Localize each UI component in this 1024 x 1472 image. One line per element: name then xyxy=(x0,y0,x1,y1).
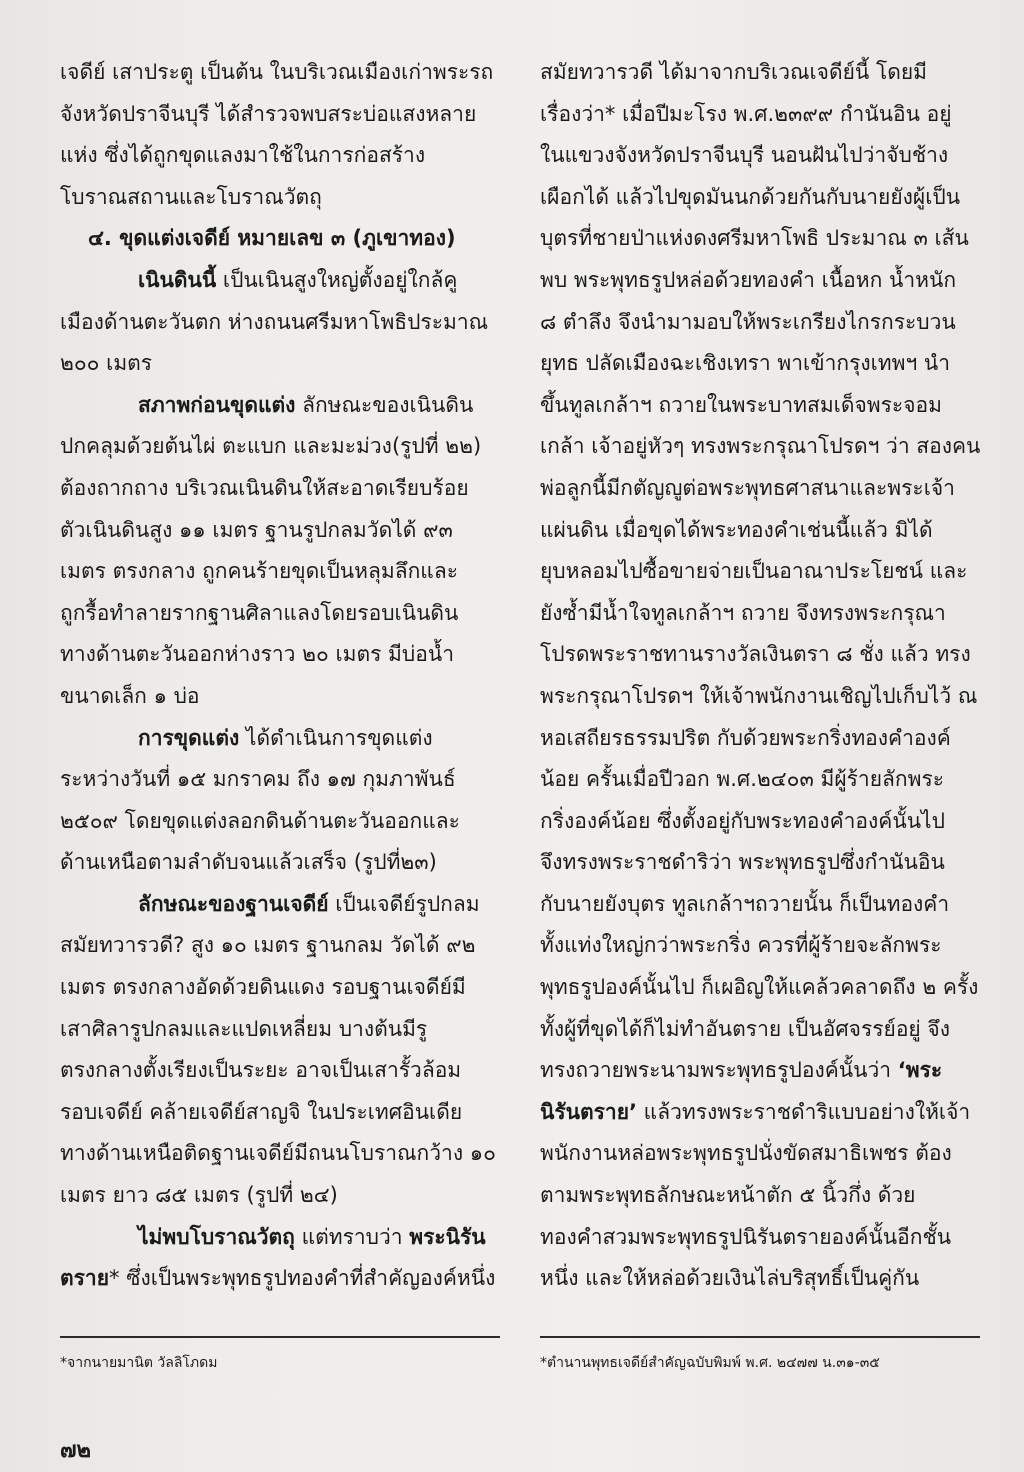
text-line: เมืองด้านตะวันตก ห่างถนนศรีมหาโพธิประมาณ xyxy=(60,309,489,334)
run-in-heading: ไม่พบโบราณวัตถุ xyxy=(138,1224,295,1249)
run-in-heading: ลักษณะของฐานเจดีย์ xyxy=(138,891,329,916)
text-line: ขึ้นทูลเกล้าฯ ถวายในพระบาทสมเด็จพระจอม xyxy=(540,392,942,417)
text-line: ถูกรื้อทำลายรากฐานศิลาแลงโดยรอบเนินดิน xyxy=(60,600,459,625)
text-line: สมัยทวารวดี ได้มาจากบริเวณเจดีย์นี้ โดยมี xyxy=(540,60,928,84)
section-heading: ๔. ขุดแต่งเจดีย์ หมายเลข ๓ (ภูเขาทอง) xyxy=(88,226,456,251)
emphasis-text: ‘พระ xyxy=(897,1058,943,1083)
run-in-heading: สภาพก่อนขุดแต่ง xyxy=(138,392,296,417)
text-line: หอเสถียรธรรมปริต กับด้วยพระกริ่งทองคำองค์ xyxy=(540,725,951,750)
text-line: เกล้า เจ้าอยู่หัวๆ ทรงพระกรุณาโปรดฯ ว่า สองคน xyxy=(540,434,981,459)
emphasis-text: ตราย xyxy=(60,1266,110,1291)
text-run: ลักษณะของเนินดิน xyxy=(295,392,474,417)
text-line: ด้านเหนือตามลำดับจนแล้วเสร็จ (รูปที่๒๓) xyxy=(60,850,437,875)
text-line: บุตรที่ชายป่าแห่งดงศรีมหาโพธิ ประมาณ ๓ เส้น xyxy=(540,226,969,251)
text-line xyxy=(60,1258,505,1300)
text-line: ทองคำสวมพระพุทธรูปนิรันตรายองค์นั้นอีกชั้น xyxy=(540,1224,952,1249)
emphasis-text: พระนิรัน xyxy=(409,1224,486,1249)
footnote: *ตำนานพุทธเจดีย์สำคัญฉบับพิมพ์ พ.ศ. ๒๔๗๗ น.๓๑-๓๕ xyxy=(540,1355,880,1371)
text-run: ทรงถวายพระนามพระพุทธรูปองค์นั้นว่า xyxy=(540,1058,898,1083)
page-number: ๗๒ xyxy=(60,1438,92,1463)
footnote: *จากนายมานิต วัลลิโภดม xyxy=(60,1355,218,1371)
text-run: เป็นเจดีย์รูปกลม xyxy=(328,891,480,916)
text-line: พุทธรูปองค์นั้นไป ก็เผอิญให้แคล้วคลาดถึง ๒ ครั้ง xyxy=(540,975,979,1000)
text-line: ต้องถากถาง บริเวณเนินดินให้สะอาดเรียบร้อย xyxy=(60,475,469,500)
text-line: ทางด้านตะวันออกห่างราว ๒๐ เมตร มีบ่อน้ำ xyxy=(60,642,454,667)
text-line: ยุทธ ปลัดเมืองฉะเชิงเทรา พาเข้ากรุงเทพฯ นำ xyxy=(540,351,951,376)
text-line: เมตร ตรงกลาง ถูกคนร้ายขุดเป็นหลุมลึกและ xyxy=(60,559,458,584)
text-line: จังหวัดปราจีนบุรี ได้สำรวจพบสระบ่อแสงหลาย xyxy=(60,101,477,126)
footnote-divider xyxy=(540,1336,980,1338)
text-line: ตามพระพุทธลักษณะหน้าตัก ๕ นิ้วกึ่ง ด้วย xyxy=(540,1183,916,1208)
text-line: ทั้งผู้ที่ขุดได้ก็ไม่ทำอันตราย เป็นอัศจรรย์อยู่ จึง xyxy=(540,1016,950,1041)
text-line: เมตร ตรงกลางอัดด้วยดินแดง รอบฐานเจดีย์มี xyxy=(60,975,466,1000)
text-line: ปกคลุมด้วยต้นไผ่ ตะแบก และมะม่วง(รูปที่ ๒๒) xyxy=(60,434,482,459)
text-line: ๒๐๐ เมตร xyxy=(60,351,153,376)
text-line: กริ่งองค์น้อย ซึ่งตั้งอยู่กับพระทองคำองค์นั้นไป xyxy=(540,808,945,833)
text-line xyxy=(540,1092,980,1134)
text-line: แผ่นดิน เมื่อขุดได้พระทองคำเช่นนี้แล้ว มิได้ xyxy=(540,517,933,542)
text-line: ๒๕๐๙ โดยขุดแต่งลอกดินด้านตะวันออกและ xyxy=(60,808,460,833)
text-line: รอบเจดีย์ คล้ายเจดีย์สาญจิ ในประเทศอินเดีย xyxy=(60,1099,463,1124)
right-column xyxy=(540,52,980,1300)
text-run: เป็นเนินสูงใหญ่ตั้งอยู่ใกล้คู xyxy=(216,267,458,292)
emphasis-text: นิรันตราย’ xyxy=(540,1099,637,1124)
paragraph-first-line xyxy=(60,884,505,926)
text-line: ทั้งแท่งใหญ่กว่าพระกริ่ง ควรที่ผู้ร้ายจะลักพระ xyxy=(540,933,942,958)
text-line: จึงทรงพระราชดำริว่า พระพุทธรูปซึ่งกำนันอิน xyxy=(540,850,945,875)
text-run: แต่ทราบว่า xyxy=(294,1224,410,1249)
text-line: หนึ่ง และให้หล่อด้วยเงินไล่บริสุทธิ์เป็นคู่กัน xyxy=(540,1266,920,1291)
text-line xyxy=(540,1050,980,1092)
text-line: ทางด้านเหนือติดฐานเจดีย์มีถนนโบราณกว้าง ๑๐ xyxy=(60,1141,496,1166)
text-run: * ซึ่งเป็นพระพุทธรูปทองคำที่สำคัญองค์หนึ่ง xyxy=(109,1266,496,1291)
text-line: เจดีย์ เสาประตู เป็นต้น ในบริเวณเมืองเก่าพระรถ xyxy=(60,60,494,84)
paragraph-first-line xyxy=(60,718,505,760)
text-line: สมัยทวารวดี? สูง ๑๐ เมตร ฐานกลม วัดได้ ๙๒ xyxy=(60,933,476,958)
text-line: เสาศิลารูปกลมและแปดเหลี่ยม บางต้นมีรู xyxy=(60,1016,428,1041)
text-line: ระหว่างวันที่ ๑๕ มกราคม ถึง ๑๗ กุมภาพันธ์ xyxy=(60,767,456,792)
text-line: พ่อลูกนี้มีกตัญญูต่อพระพุทธศาสนาและพระเจ้า xyxy=(540,475,955,500)
text-line: น้อย ครั้นเมื่อปีวอก พ.ศ.๒๔๐๓ มีผู้ร้ายลักพระ xyxy=(540,767,945,792)
text-line: โบราณสถานและโบราณวัตถุ xyxy=(60,184,322,209)
text-line: กับนายยังบุตร ทูลเกล้าฯถวายนั้น ก็เป็นทองคำ xyxy=(540,891,950,916)
text-line: ขนาดเล็ก ๑ บ่อ xyxy=(60,683,200,708)
text-run: ได้ดำเนินการขุดแต่ง xyxy=(239,725,433,750)
run-in-heading: เนินดินนี้ xyxy=(138,267,217,292)
paragraph-first-line xyxy=(60,385,505,427)
left-column xyxy=(60,52,505,1300)
text-line: ในแขวงจังหวัดปราจีนบุรี นอนฝันไปว่าจับช้าง xyxy=(540,143,949,168)
text-line: แห่ง ซึ่งได้ถูกขุดแลงมาใช้ในการก่อสร้าง xyxy=(60,143,426,168)
text-line: ตรงกลางตั้งเรียงเป็นระยะ อาจเป็นเสารั้วล้อม xyxy=(60,1058,462,1083)
text-line: เรื่องว่า* เมื่อปีมะโรง พ.ศ.๒๓๙๙ กำนันอิน อยู่ xyxy=(540,101,952,126)
text-line: เผือกได้ แล้วไปขุดมันนกด้วยกันกับนายยังผู้เป็น xyxy=(540,184,961,209)
text-line: ยังซ้ำมีน้ำใจทูลเกล้าฯ ถวาย จึงทรงพระกรุณา xyxy=(540,600,946,625)
paragraph-first-line xyxy=(60,260,505,302)
text-line: พนักงานหล่อพระพุทธรูปนั่งขัดสมาธิเพชร ต้อง xyxy=(540,1141,952,1166)
text-line: เมตร ยาว ๘๕ เมตร (รูปที่ ๒๔) xyxy=(60,1183,338,1208)
text-line: พบ พระพุทธรูปหล่อด้วยทองคำ เนื้อหก น้ำหนัก xyxy=(540,267,957,292)
text-line: ยุบหลอมไปซื้อขายจ่ายเป็นอาณาประโยชน์ และ xyxy=(540,559,968,584)
text-line: ๘ ตำลึง จึงนำมามอบให้พระเกรียงไกรกระบวน xyxy=(540,309,956,334)
run-in-heading: การขุดแต่ง xyxy=(138,725,240,750)
footnote-divider xyxy=(60,1336,500,1338)
paragraph-first-line xyxy=(60,1217,505,1259)
text-line: ตัวเนินดินสูง ๑๑ เมตร ฐานรูปกลมวัดได้ ๙๓ xyxy=(60,517,453,542)
text-run: แล้วทรงพระราชดำริแบบอย่างให้เจ้า xyxy=(636,1099,971,1124)
text-line: โปรดพระราชทานรางวัลเงินตรา ๘ ชั่ง แล้ว ทรง xyxy=(540,642,971,667)
text-line: พระกรุณาโปรดฯ ให้เจ้าพนักงานเชิญไปเก็บไว้ ณ xyxy=(540,683,978,708)
